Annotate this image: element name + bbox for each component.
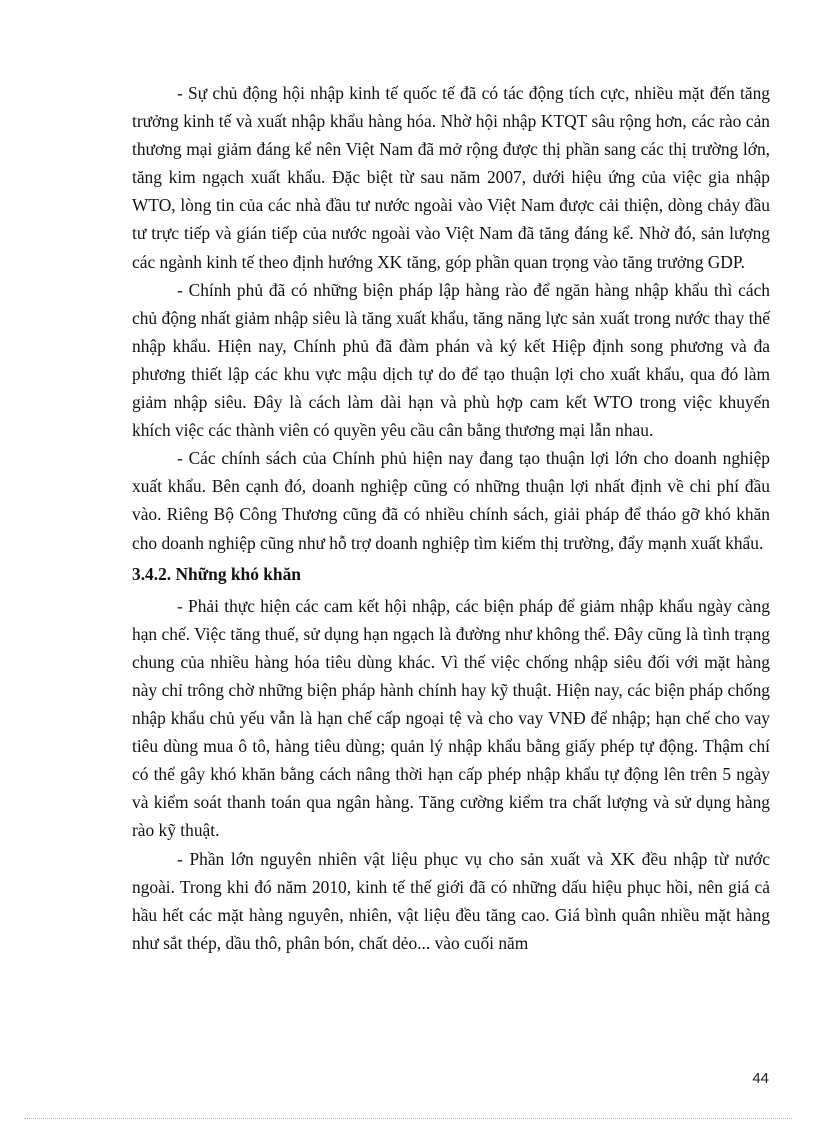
paragraph-imported-materials: - Phần lớn nguyên nhiên vật liệu phục vụ cho sản xuất và XK đều nhập từ nước ngoài. Trong khi đó năm 2010, kinh tế thế giới đã có những dấu hiệu phục hồi, nên giá cả hầu hết các mặt hàng nguyên, nhiên, vật liệu đều tăng cao. Giá bình quân nhiều mặt hàng như sắt thép, dầu thô, phân bón, chất dẻo... vào cuối năm: [132, 848, 770, 953]
paragraph-government-measures: - Chính phủ đã có những biện pháp lập hàng rào để ngăn hàng nhập khẩu thì cách chủ động nhất giảm nhập siêu là tăng xuất khẩu, tăng năng lực sản xuất trong nước thay thế nhập khẩu. Hiện nay, Chính phủ đã đàm phán và ký kết Hiệp định song phương và đa phương thiết lập các khu vực mậu dịch tự do để tạo thuận lợi cho xuất khẩu, qua đó làm giảm nhập siêu. Đây là cách làm dài hạn và phù hợp cam kết WTO trong việc khuyến khích việc các thành viên có quyền yêu cầu cân bằng thương mại lẫn nhau.: [132, 279, 770, 441]
paragraph-export-policies: - Các chính sách của Chính phủ hiện nay đang tạo thuận lợi lớn cho doanh nghiệp xuất khẩu. Bên cạnh đó, doanh nghiệp cũng có những thuận lợi nhất định về chi phí đầu vào. Riêng Bộ Công Thương cũng đã có nhiều chính sách, giải pháp để tháo gỡ khó khăn cho doanh nghiệp cũng như hỗ trợ doanh nghiệp tìm kiếm thị trường, đẩy mạnh xuất khẩu.: [132, 448, 770, 553]
page-number: 44: [752, 1070, 769, 1087]
paragraph-integration-benefits: - Sự chủ động hội nhập kinh tế quốc tế đã có tác động tích cực, nhiều mặt đến tăng trưởng kinh tế và xuất nhập khẩu hàng hóa. Nhờ hội nhập KTQT sâu rộng hơn, các rào cản thương mại giảm đáng kể nên Việt Nam đã mở rộng được thị phần sang các thị trường lớn, tăng kim ngạch xuất khẩu. Đặc biệt từ sau năm 2007, dưới hiệu ứng của việc gia nhập WTO, lòng tin của các nhà đầu tư nước ngoài vào Việt Nam được cải thiện, dòng chảy đầu tư trực tiếp và gián tiếp của nước ngoài vào Việt Nam đã tăng đáng kể. Nhờ đó, sản lượng các ngành kinh tế theo định hướng XK tăng, góp phần quan trọng vào tăng trưởng GDP.: [132, 83, 770, 272]
paragraph-commitment-limits: - Phải thực hiện các cam kết hội nhập, các biện pháp để giảm nhập khẩu ngày càng hạn chế. Việc tăng thuế, sử dụng hạn ngạch là đường như không thể. Đây cũng là tình trạng chung của nhiều hàng hóa tiêu dùng khác. Vì thế việc chống nhập siêu đối với mặt hàng này chỉ trông chờ những biện pháp hành chính hay kỹ thuật. Hiện nay, các biện pháp chống nhập khẩu chủ yếu vẫn là hạn chế cấp ngoại tệ và cho vay VNĐ để nhập; hạn chế cho vay tiêu dùng mua ô tô, hàng tiêu dùng; quản lý nhập khẩu bằng giấy phép tự động. Thậm chí có thể gây khó khăn bằng cách nâng thời hạn cấp phép nhập khẩu tự động lên trên 5 ngày và kiểm soát thanh toán qua ngân hàng. Tăng cường kiểm tra chất lượng và sử dụng hàng rào kỹ thuật.: [132, 595, 770, 841]
section-heading: 3.4.2. Những khó khăn: [132, 563, 301, 584]
page-body: [132, 79, 770, 957]
footer-divider: [24, 1118, 792, 1119]
